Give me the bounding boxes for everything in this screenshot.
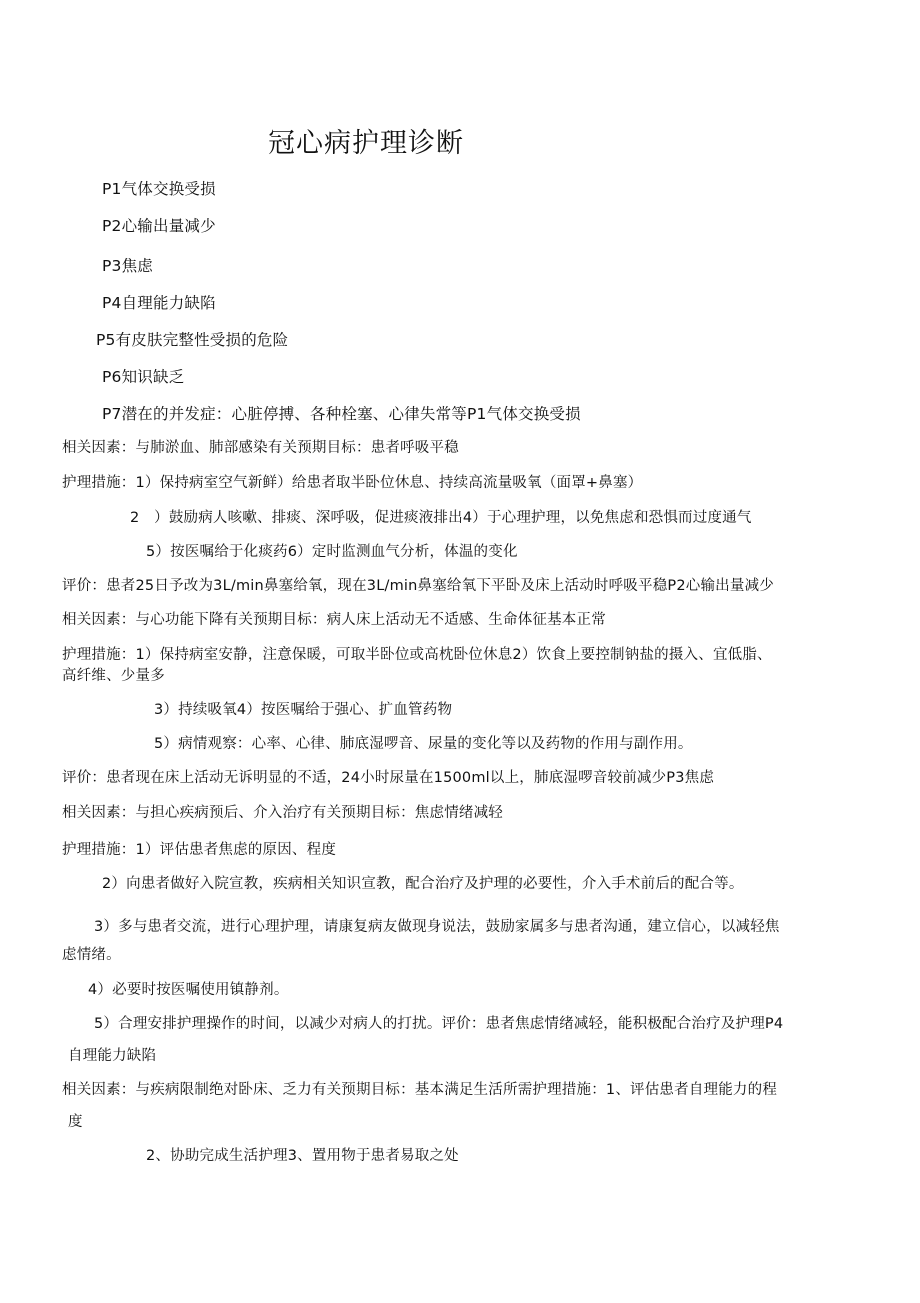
diagnosis-p7: P7潜在的并发症：心脏停搏、各种栓塞、心律失常等P1气体交换受损 — [102, 405, 581, 423]
text-line: 虑情绪。 — [62, 947, 121, 963]
text-line: 高纤维、少量多 — [62, 668, 165, 684]
text-line: 3）多与患者交流，进行心理护理，请康复病友做现身说法，鼓励家属多与患者沟通，建立信心，以减轻焦 — [94, 919, 780, 935]
text-line: 相关因素：与心功能下降有关预期目标：病人床上活动无不适感、生命体征基本正常 — [62, 612, 606, 628]
text-line: 护理措施：1）保持病室空气新鲜）给患者取半卧位休息、持续高流量吸氧（面罩+鼻塞） — [62, 475, 643, 491]
text-line: 5）病情观察：心率、心律、肺底湿啰音、尿量的变化等以及药物的作用与副作用。 — [154, 736, 693, 752]
text-line: 护理措施：1）保持病室安静，注意保暖，可取半卧位或高枕卧位休息2）饮食上要控制钠盐的摄入、宜低脂、 — [62, 647, 772, 663]
text-line: 5）合理安排护理操作的时间，以减少对病人的打扰。评价：患者焦虑情绪减轻，能积极配合治疗及护理P4 — [94, 1016, 784, 1032]
text-line: 相关因素：与肺淤血、肺部感染有关预期目标：患者呼吸平稳 — [62, 440, 459, 456]
text-line: 评价：患者现在床上活动无诉明显的不适，24小时尿量在1500ml以上，肺底湿啰音较前减少P3焦虑 — [62, 770, 715, 786]
text-line: 5）按医嘱给于化痰药6）定时监测血气分析，体温的变化 — [146, 544, 518, 560]
text-line: 4）必要时按医嘱使用镇静剂。 — [88, 982, 289, 998]
text-line: 相关因素：与疾病限制绝对卧床、乏力有关预期目标：基本满足生活所需护理措施：1、评估患者自理能力的程 — [62, 1082, 778, 1098]
diagnosis-p6: P6知识缺乏 — [102, 368, 185, 386]
diagnosis-p1: P1气体交换受损 — [102, 180, 216, 198]
diagnosis-p3: P3焦虑 — [102, 257, 154, 275]
text-line: 2 ）鼓励病人咳嗽、排痰、深呼吸，促进痰液排出4）于心理护理，以免焦虑和恐惧而过度通气 — [130, 510, 752, 526]
text-line: 2、协助完成生活护理3、置用物于患者易取之处 — [146, 1148, 459, 1164]
text-line: 评价：患者25日予改为3L/min鼻塞给氧，现在3L/min鼻塞给氧下平卧及床上活动时呼吸平稳P2心输出量减少 — [62, 578, 774, 594]
text-line: 3）持续吸氧4）按医嘱给于强心、扩血管药物 — [154, 702, 453, 718]
diagnosis-p5: P5有皮肤完整性受损的危险 — [96, 331, 289, 349]
text-line: 度 — [68, 1114, 83, 1130]
text-line: 相关因素：与担心疾病预后、介入治疗有关预期目标：焦虑情绪减轻 — [62, 805, 503, 821]
diagnosis-p2: P2心输出量减少 — [102, 217, 216, 235]
text-line: 自理能力缺陷 — [68, 1048, 157, 1064]
page-title: 冠心病护理诊断 — [268, 128, 464, 159]
text-line: 2）向患者做好入院宣教，疾病相关知识宣教，配合治疗及护理的必要性，介入手术前后的配合等。 — [102, 876, 744, 892]
text-line: 护理措施：1）评估患者焦虑的原因、程度 — [62, 842, 337, 858]
diagnosis-p4: P4自理能力缺陷 — [102, 294, 216, 312]
